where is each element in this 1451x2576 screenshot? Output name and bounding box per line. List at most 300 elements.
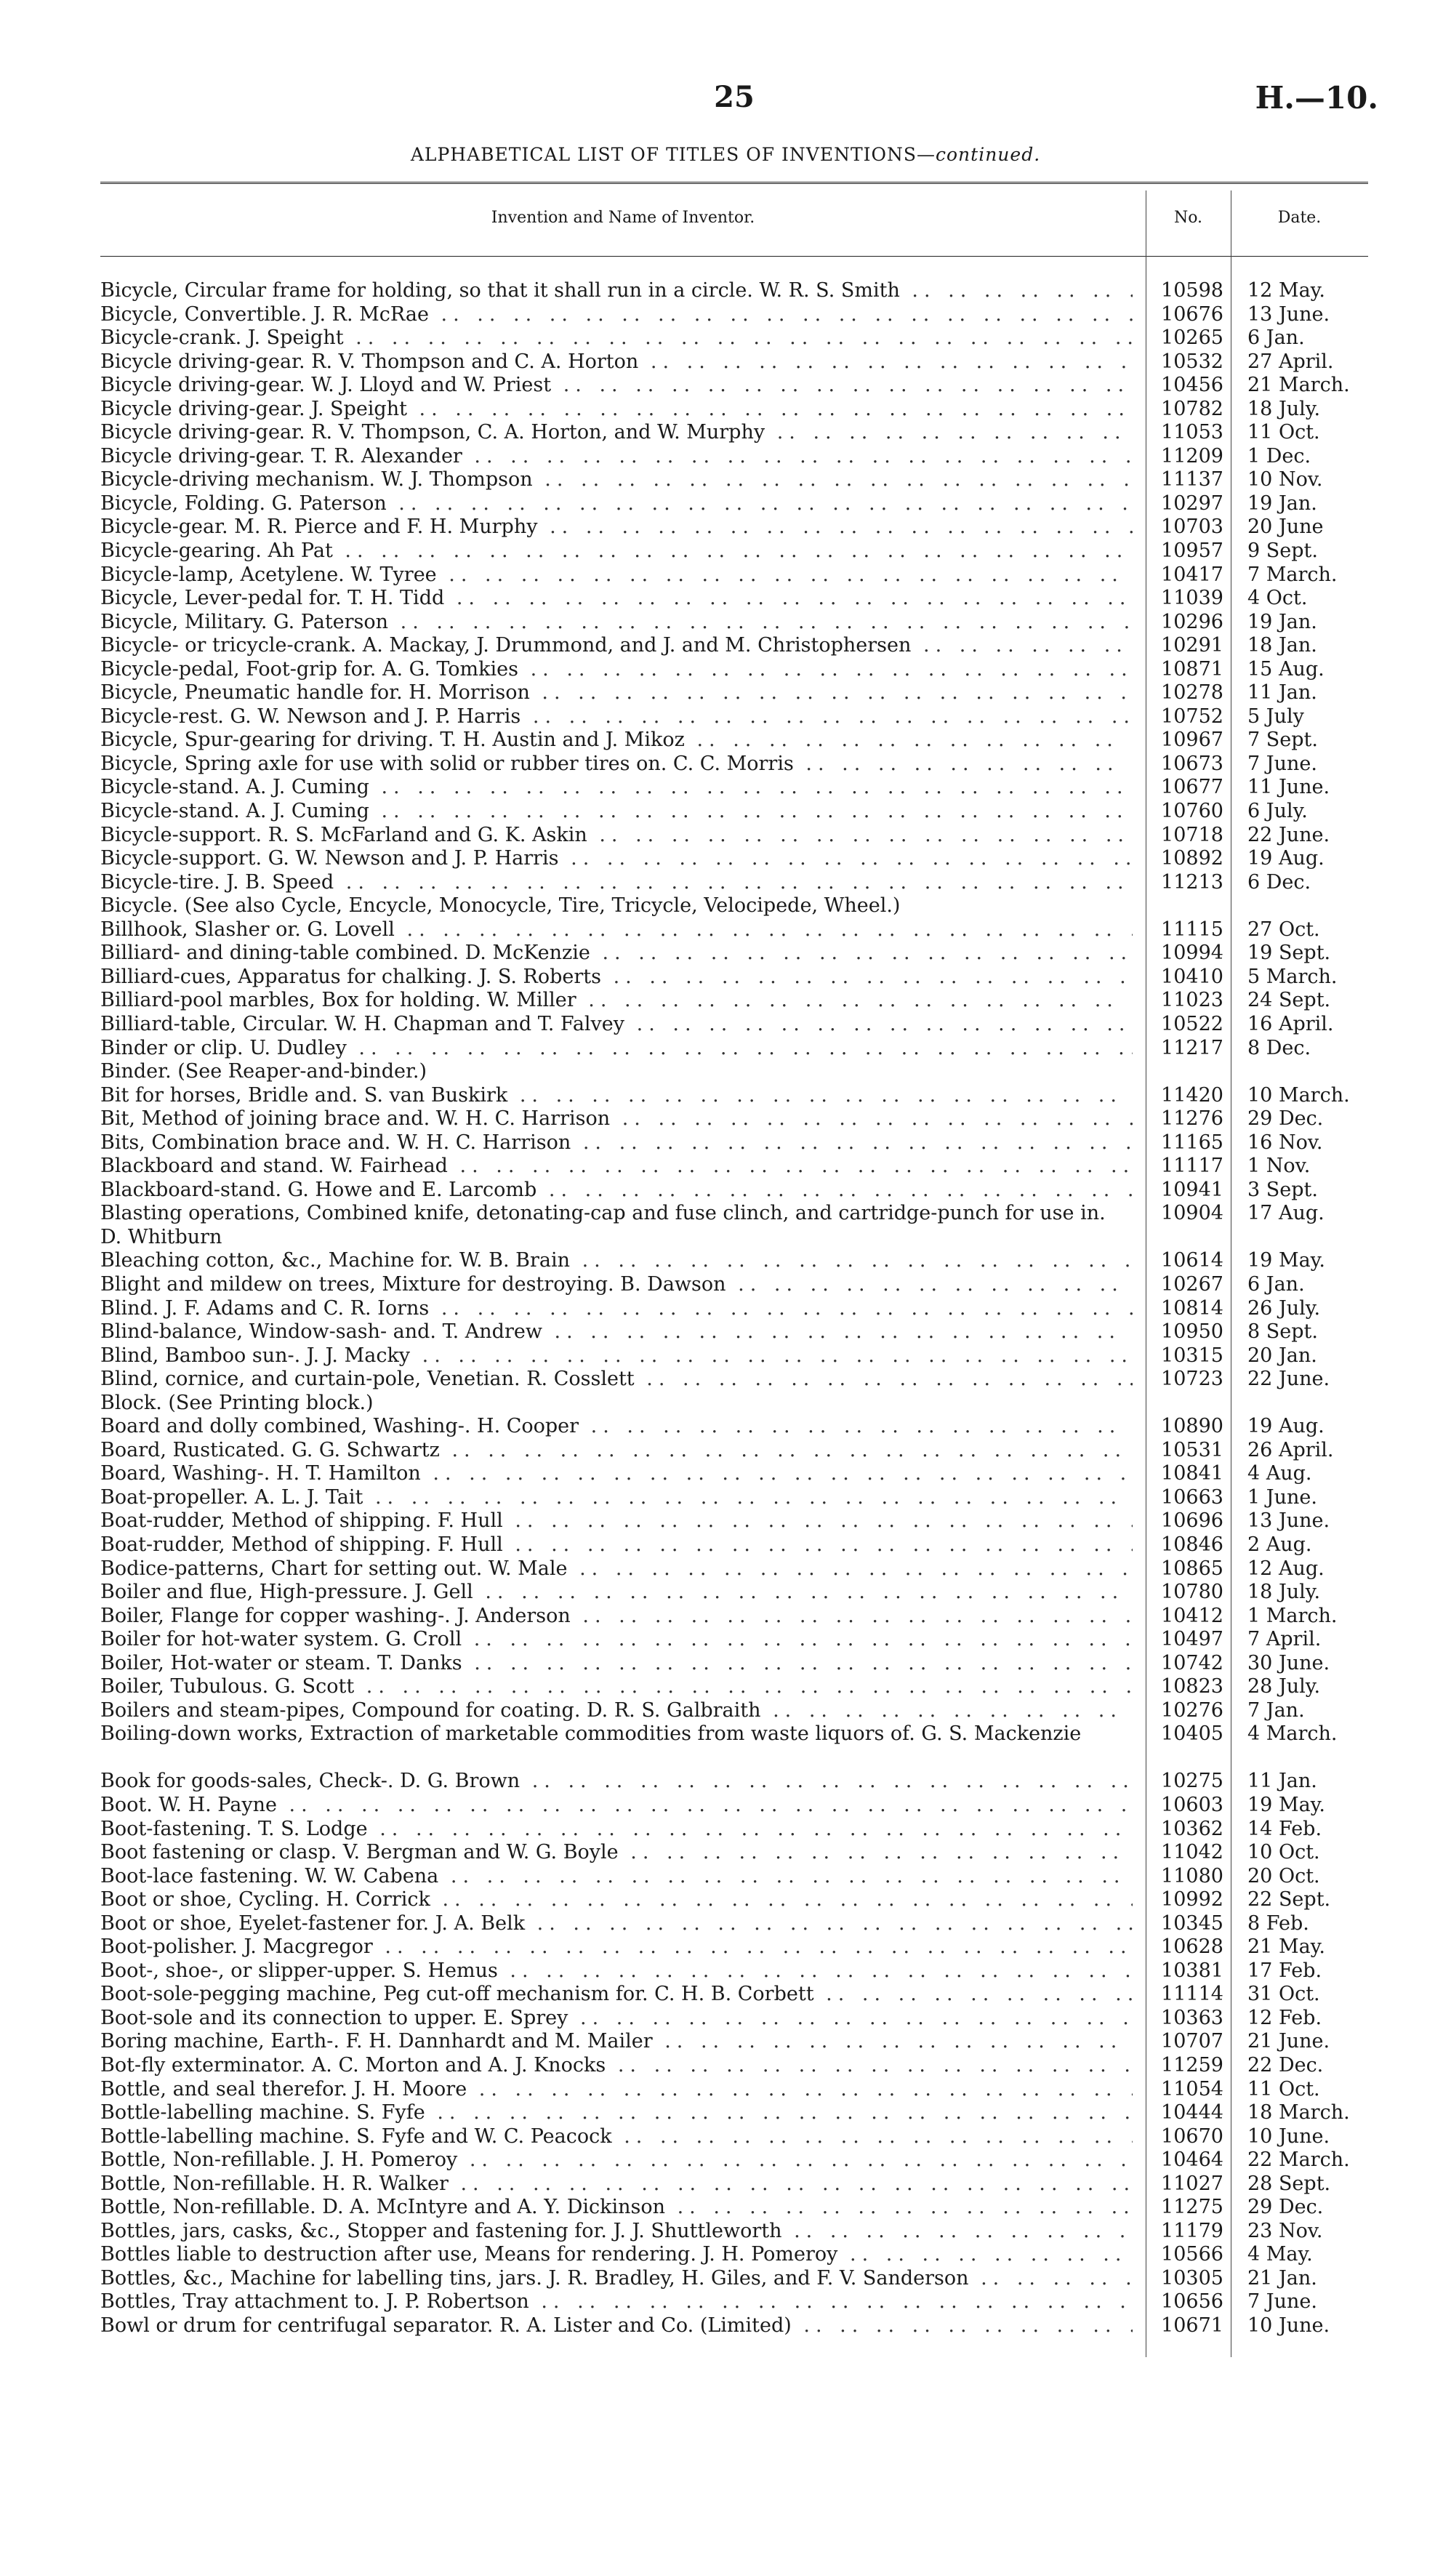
filing-date: 21 Jan.: [1247, 2266, 1317, 2290]
invention-title: Boot fastening or clasp. V. Bergman and W. G. Boyle .. ..: [100, 1841, 1133, 1865]
invention-title: Bicycle, Convertible. J. R. McRae .. ..: [100, 303, 1133, 327]
list-item: [100, 1794, 1368, 1818]
invention-title: Bicycle, Spur-gearing for driving. T. H. Austin and J. Mikoz .. ..: [100, 729, 1133, 753]
list-item: [100, 2007, 1368, 2031]
filing-date: 4 March.: [1247, 1722, 1338, 1746]
list-item: [100, 1888, 1368, 1912]
list-item: [100, 350, 1368, 374]
filing-date: 11 Jan.: [1247, 681, 1317, 705]
patent-number: 11209: [1161, 444, 1223, 468]
invention-title: Billiard-cues, Apparatus for chalking. J. S. Roberts .. ..: [100, 966, 1133, 990]
invention-title: Bicycle-support. R. S. McFarland and G. K. Askin .. ..: [100, 824, 1133, 848]
filing-date: 4 Aug.: [1247, 1462, 1312, 1485]
patent-number: 10265: [1161, 326, 1223, 350]
list-item: [100, 1675, 1368, 1699]
invention-title: Bicycle driving-gear. R. V. Thompson and C. A. Horton .. ..: [100, 350, 1133, 374]
list-item: [100, 421, 1368, 445]
filing-date: 10 Oct.: [1247, 1841, 1320, 1864]
invention-title: Bicycle, Folding. G. Paterson .. ..: [100, 492, 1133, 516]
list-item: [100, 2290, 1368, 2314]
list-item: [100, 563, 1368, 587]
filing-date: 19 May.: [1247, 1794, 1325, 1816]
patent-number: 11179: [1161, 2219, 1223, 2242]
invention-title: Bicycle driving-gear. J. Speight .. ..: [100, 398, 1133, 422]
invention-title: Boiler, Flange for copper washing-. J. Anderson .. ..: [100, 1605, 1133, 1629]
filing-date: 1 June.: [1247, 1485, 1317, 1509]
patent-number: 10296: [1161, 610, 1223, 633]
filing-date: 10 Nov.: [1247, 468, 1323, 491]
patent-number: 10464: [1161, 2148, 1223, 2172]
invention-title: Bicycle, Lever-pedal for. T. H. Tidd .. ..: [100, 587, 1133, 611]
filing-date: 21 June.: [1247, 2030, 1330, 2053]
list-item: [100, 1722, 1368, 1770]
invention-title: Boiling-down works, Extraction of marketable commodities from waste liquors of. G. S. Mackenzie: [100, 1722, 1082, 1746]
list-item: [100, 2196, 1368, 2220]
patent-number: 11117: [1161, 1155, 1223, 1178]
invention-title: Block. (See Printing block.): [100, 1391, 374, 1414]
patent-number: 10566: [1161, 2243, 1223, 2266]
patent-number: 11115: [1161, 918, 1223, 941]
list-item: [100, 1959, 1368, 1983]
filing-date: 22 Dec.: [1247, 2054, 1324, 2077]
filing-date: 7 Jan.: [1247, 1698, 1305, 1722]
filing-date: 16 April.: [1247, 1012, 1334, 1035]
inventions-list: [100, 279, 1368, 2338]
invention-title: Bottle, Non-refillable. H. R. Walker .. ..: [100, 2172, 1133, 2196]
patent-number: 10823: [1161, 1675, 1223, 1698]
patent-number: 11042: [1161, 1841, 1223, 1864]
list-item: [100, 1841, 1368, 1865]
patent-number: 11027: [1161, 2172, 1223, 2195]
filing-date: 21 May.: [1247, 1935, 1325, 1959]
patent-number: 10904: [1161, 1202, 1223, 1225]
filing-date: 24 Sept.: [1247, 989, 1331, 1012]
filing-date: 8 Sept.: [1247, 1320, 1318, 1344]
list-item: [100, 1628, 1368, 1652]
invention-title: Boot-polisher. J. Macgregor .. ..: [100, 1935, 1133, 1959]
patent-number: 10671: [1161, 2314, 1223, 2338]
invention-title: Bicycle-stand. A. J. Cuming .. ..: [100, 800, 1133, 824]
list-item: [100, 2220, 1368, 2244]
patent-number: 10412: [1161, 1604, 1223, 1627]
filing-date: 18 July.: [1247, 397, 1321, 420]
list-item: [100, 303, 1368, 327]
list-item: [100, 1818, 1368, 1842]
invention-title: Bottles, Tray attachment to. J. P. Robertson .. ..: [100, 2290, 1133, 2314]
list-item: [100, 1297, 1368, 1321]
invention-title: Boat-rudder, Method of shipping. F. Hull .. ..: [100, 1509, 1133, 1533]
invention-title: Boot-sole-pegging machine, Peg cut-off mechanism for. C. H. B. Corbett .. ..: [100, 1983, 1133, 2007]
filing-date: 12 Feb.: [1247, 2006, 1322, 2029]
patent-number: 10707: [1161, 2030, 1223, 2053]
patent-number: 10297: [1161, 491, 1223, 515]
invention-title: Boot-sole and its connection to upper. E. Sprey .. ..: [100, 2007, 1133, 2031]
page-title: [0, 144, 1451, 165]
patent-number: 10871: [1161, 657, 1223, 681]
list-item: [100, 705, 1368, 729]
list-item: [100, 1392, 1368, 1416]
list-item: [100, 374, 1368, 398]
list-item: [100, 539, 1368, 563]
patent-number: 11080: [1161, 1864, 1223, 1887]
list-item: [100, 1983, 1368, 2007]
list-item: [100, 634, 1368, 658]
filing-date: 29 Dec.: [1247, 1107, 1324, 1131]
list-item: [100, 611, 1368, 635]
filing-date: 6 Jan.: [1247, 326, 1305, 350]
list-item: [100, 279, 1368, 303]
header-rule: [100, 256, 1368, 257]
patent-number: 10362: [1161, 1817, 1223, 1840]
invention-title: Blind, Bamboo sun-. J. J. Macky .. ..: [100, 1344, 1133, 1368]
list-item: [100, 1770, 1368, 1794]
patent-number: 11165: [1161, 1131, 1223, 1154]
patent-number: 10315: [1161, 1344, 1223, 1367]
invention-title: Bicycle driving-gear. R. V. Thompson, C. A. Horton, and W. Murphy .. ..: [100, 421, 1133, 445]
list-item: [100, 1462, 1368, 1486]
filing-date: 20 Jan.: [1247, 1344, 1317, 1367]
invention-title: Bicycle-gear. M. R. Pierce and F. H. Murphy .. ..: [100, 515, 1133, 539]
invention-title: Boot or shoe, Eyelet-fastener for. J. A. Belk .. ..: [100, 1912, 1133, 1936]
invention-title: Bicycle-rest. G. W. Newson and J. P. Harris .. ..: [100, 705, 1133, 729]
filing-date: 22 Sept.: [1247, 1888, 1331, 1911]
list-item: [100, 587, 1368, 611]
list-item: [100, 800, 1368, 824]
list-item: [100, 1013, 1368, 1037]
title-continued: continued.: [936, 144, 1041, 165]
list-item: [100, 1605, 1368, 1629]
patent-number: 10967: [1161, 729, 1223, 752]
list-item: [100, 918, 1368, 942]
filing-date: 23 Nov.: [1247, 2219, 1323, 2242]
patent-number: 10670: [1161, 2124, 1223, 2148]
invention-title: Binder. (See Reaper-and-binder.): [100, 1060, 427, 1083]
list-item: [100, 1652, 1368, 1676]
invention-title: Boot-, shoe-, or slipper-upper. S. Hemus .. ..: [100, 1959, 1133, 1983]
patent-number: 10267: [1161, 1272, 1223, 1296]
patent-number: 10892: [1161, 847, 1223, 870]
list-item: [100, 1509, 1368, 1533]
patent-number: 10780: [1161, 1581, 1223, 1604]
invention-title: Bicycle-crank. J. Speight .. ..: [100, 326, 1133, 350]
filing-date: 19 May.: [1247, 1249, 1325, 1272]
patent-number: 10363: [1161, 2006, 1223, 2029]
patent-number: 10950: [1161, 1320, 1223, 1344]
invention-title: Bottle-labelling machine. S. Fyfe .. ..: [100, 2101, 1133, 2125]
filing-date: 16 Nov.: [1247, 1131, 1323, 1154]
patent-number: 10444: [1161, 2101, 1223, 2124]
list-item: [100, 1320, 1368, 1344]
patent-number: 10291: [1161, 634, 1223, 657]
filing-date: 14 Feb.: [1247, 1817, 1322, 1840]
patent-number: 10723: [1161, 1368, 1223, 1391]
document-reference: H.—10.: [1255, 80, 1378, 116]
list-item: [100, 847, 1368, 871]
list-item: [100, 2267, 1368, 2291]
patent-number: 10742: [1161, 1651, 1223, 1674]
filing-date: 18 July.: [1247, 1581, 1321, 1604]
invention-title: Bicycle-support. G. W. Newson and J. P. Harris .. ..: [100, 847, 1133, 871]
filing-date: 6 Dec.: [1247, 870, 1311, 894]
list-item: [100, 729, 1368, 753]
patent-number: 11276: [1161, 1107, 1223, 1131]
invention-title: Blasting operations, Combined knife, detonating-cap and fuse clinch, and cartridge-punch for use in. D. Whitburn: [100, 1202, 1106, 1248]
invention-title: Boot. W. H. Payne .. ..: [100, 1794, 1133, 1818]
patent-number: 10676: [1161, 302, 1223, 326]
filing-date: 6 Jan.: [1247, 1272, 1305, 1296]
patent-number: 10718: [1161, 823, 1223, 846]
invention-title: Bits, Combination brace and. W. H. C. Harrison .. ..: [100, 1131, 1133, 1155]
filing-date: 1 Nov.: [1247, 1155, 1311, 1178]
filing-date: 22 June.: [1247, 823, 1330, 846]
invention-title: Boot-lace fastening. W. W. Cabena .. ..: [100, 1865, 1133, 1889]
list-item: [100, 1084, 1368, 1108]
patent-number: 11217: [1161, 1036, 1223, 1059]
patent-number: 11137: [1161, 468, 1223, 491]
filing-date: 27 April.: [1247, 350, 1334, 373]
invention-title: Billiard-table, Circular. W. H. Chapman and T. Falvey .. ..: [100, 1013, 1133, 1037]
invention-title: Bicycle driving-gear. T. R. Alexander .. ..: [100, 445, 1133, 469]
list-item: [100, 753, 1368, 777]
filing-date: 21 March.: [1247, 374, 1350, 397]
list-item: [100, 1368, 1368, 1392]
list-item: [100, 1155, 1368, 1179]
invention-title: Bicycle-stand. A. J. Cuming .. ..: [100, 776, 1133, 800]
invention-title: Bottle, Non-refillable. J. H. Pomeroy .. ..: [100, 2148, 1133, 2172]
invention-title: Bicycle, Pneumatic handle for. H. Morrison .. ..: [100, 681, 1133, 705]
list-item: [100, 1060, 1368, 1084]
filing-date: 20 June: [1247, 515, 1324, 539]
filing-date: 3 Sept.: [1247, 1178, 1318, 1201]
column-header-date: Date.: [1277, 209, 1322, 227]
list-item: [100, 2101, 1368, 2125]
filing-date: 5 March.: [1247, 965, 1338, 988]
invention-title: Bleaching cotton, &c., Machine for. W. B. Brain .. ..: [100, 1249, 1133, 1273]
list-item: [100, 1699, 1368, 1723]
list-item: [100, 1037, 1368, 1061]
patent-number: 10703: [1161, 515, 1223, 539]
filing-date: 2 Aug.: [1247, 1533, 1312, 1556]
filing-date: 17 Feb.: [1247, 1959, 1322, 1982]
patent-number: 11259: [1161, 2054, 1223, 2077]
patent-number: 10814: [1161, 1296, 1223, 1320]
filing-date: 22 March.: [1247, 2148, 1350, 2172]
invention-title: Blind, cornice, and curtain-pole, Venetian. R. Cosslett .. ..: [100, 1368, 1133, 1392]
patent-number: 10841: [1161, 1462, 1223, 1485]
filing-date: 18 March.: [1247, 2101, 1350, 2124]
filing-date: 31 Oct.: [1247, 1983, 1320, 2006]
filing-date: 22 June.: [1247, 1368, 1330, 1391]
invention-title: Boiler, Tubulous. G. Scott .. ..: [100, 1675, 1133, 1699]
invention-title: Bit for horses, Bridle and. S. van Buskirk .. ..: [100, 1084, 1133, 1108]
list-item: [100, 824, 1368, 848]
patent-number: 10663: [1161, 1485, 1223, 1509]
invention-title: Boat-rudder, Method of shipping. F. Hull .. ..: [100, 1533, 1133, 1557]
filing-date: 15 Aug.: [1247, 657, 1325, 681]
filing-date: 5 July: [1247, 705, 1304, 728]
list-item: [100, 1581, 1368, 1605]
patent-number: 10890: [1161, 1415, 1223, 1438]
invention-title: Bottles, jars, casks, &c., Stopper and fastening for. J. J. Shuttleworth .. ..: [100, 2220, 1133, 2244]
list-item: [100, 1107, 1368, 1131]
list-item: [100, 445, 1368, 469]
patent-number: 10522: [1161, 1012, 1223, 1035]
patent-number: 11039: [1161, 587, 1223, 610]
patent-number: 10305: [1161, 2266, 1223, 2290]
filing-date: 28 Sept.: [1247, 2172, 1331, 2195]
patent-number: 10673: [1161, 752, 1223, 775]
invention-title: Boot-fastening. T. S. Lodge .. ..: [100, 1818, 1133, 1842]
list-item: [100, 989, 1368, 1013]
patent-number: 10381: [1161, 1959, 1223, 1982]
filing-date: 12 May.: [1247, 279, 1325, 302]
filing-date: 19 Jan.: [1247, 491, 1317, 515]
filing-date: 20 Oct.: [1247, 1864, 1320, 1887]
column-header-invention: Invention and Name of Inventor.: [491, 209, 755, 227]
list-item: [100, 1439, 1368, 1463]
invention-title: Billiard- and dining-table combined. D. McKenzie .. ..: [100, 942, 1133, 966]
list-item: [100, 1202, 1368, 1249]
list-item: [100, 871, 1368, 895]
list-item: [100, 2243, 1368, 2267]
patent-number: 10456: [1161, 374, 1223, 397]
filing-date: 11 Jan.: [1247, 1770, 1317, 1793]
invention-title: Bicycle- or tricycle-crank. A. Mackay, J. Drummond, and J. and M. Christophersen .. ..: [100, 634, 1133, 658]
list-item: [100, 2125, 1368, 2149]
patent-number: 11275: [1161, 2196, 1223, 2219]
filing-date: 4 Oct.: [1247, 587, 1308, 610]
list-item: [100, 1912, 1368, 1936]
invention-title: Boiler and flue, High-pressure. J. Gell .. ..: [100, 1581, 1133, 1605]
filing-date: 7 March.: [1247, 563, 1338, 586]
invention-title: Bicycle-gearing. Ah Pat .. ..: [100, 539, 1133, 563]
invention-title: Board, Rusticated. G. G. Schwartz .. ..: [100, 1439, 1133, 1463]
patent-number: 11023: [1161, 989, 1223, 1012]
invention-title: Bit, Method of joining brace and. W. H. C. Harrison .. ..: [100, 1107, 1133, 1131]
list-item: [100, 1935, 1368, 1959]
title-main: ALPHABETICAL LIST OF TITLES OF INVENTIONS—: [410, 144, 936, 165]
patent-number: 10417: [1161, 563, 1223, 586]
filing-date: 18 Jan.: [1247, 634, 1317, 657]
patent-number: 10782: [1161, 397, 1223, 420]
filing-date: 9 Sept.: [1247, 539, 1318, 563]
list-item: [100, 2054, 1368, 2078]
invention-title: Bot-fly exterminator. A. C. Morton and A. J. Knocks .. ..: [100, 2054, 1133, 2078]
list-item: [100, 1131, 1368, 1155]
invention-title: Blackboard and stand. W. Fairhead .. ..: [100, 1155, 1133, 1179]
filing-date: 26 July.: [1247, 1296, 1321, 1320]
patent-number: 10598: [1161, 279, 1223, 302]
invention-title: Blackboard-stand. G. Howe and E. Larcomb .. ..: [100, 1179, 1133, 1203]
patent-number: 10992: [1161, 1888, 1223, 1911]
filing-date: 10 June.: [1247, 2124, 1330, 2148]
patent-number: 10656: [1161, 2290, 1223, 2314]
filing-date: 28 July.: [1247, 1675, 1321, 1698]
filing-date: 8 Feb.: [1247, 1911, 1309, 1935]
list-item: [100, 2030, 1368, 2054]
list-item: [100, 1273, 1368, 1297]
invention-title: Bicycle, Circular frame for holding, so that it shall run in a circle. W. R. S. Smith .. ..: [100, 279, 1133, 303]
patent-number: 10941: [1161, 1178, 1223, 1201]
patent-number: 10846: [1161, 1533, 1223, 1556]
filing-date: 13 June.: [1247, 1509, 1330, 1533]
invention-title: Board, Washing-. H. T. Hamilton .. ..: [100, 1462, 1133, 1486]
list-item: [100, 1344, 1368, 1368]
invention-title: Bicycle. (See also Cycle, Encycle, Monocycle, Tire, Tricycle, Velocipede, Wheel.): [100, 894, 901, 918]
filing-date: 19 Sept.: [1247, 942, 1331, 965]
invention-title: Bottles liable to destruction after use, Means for rendering. J. H. Pomeroy .. ..: [100, 2243, 1133, 2267]
filing-date: 4 May.: [1247, 2243, 1313, 2266]
filing-date: 19 Aug.: [1247, 1415, 1325, 1438]
invention-title: Boring machine, Earth-. F. H. Dannhardt and M. Mailer .. ..: [100, 2030, 1133, 2054]
patent-number: 10405: [1161, 1722, 1223, 1746]
filing-date: 7 June.: [1247, 2290, 1317, 2314]
patent-number: 10345: [1161, 1911, 1223, 1935]
patent-number: 10275: [1161, 1770, 1223, 1793]
invention-title: Bicycle-pedal, Foot-grip for. A. G. Tomkies .. ..: [100, 658, 1133, 682]
invention-title: Bicycle, Military. G. Paterson .. ..: [100, 611, 1133, 635]
invention-title: Bottle, Non-refillable. D. A. McIntyre and A. Y. Dickinson .. ..: [100, 2196, 1133, 2220]
patent-number: 11053: [1161, 421, 1223, 444]
patent-number: 10957: [1161, 539, 1223, 563]
filing-date: 19 Aug.: [1247, 847, 1325, 870]
patent-number: 10677: [1161, 776, 1223, 799]
list-item: [100, 326, 1368, 350]
list-item: [100, 2148, 1368, 2172]
patent-number: 10994: [1161, 942, 1223, 965]
invention-title: Bowl or drum for centrifugal separator. R. A. Lister and Co. (Limited) .. ..: [100, 2314, 1133, 2338]
list-item: [100, 1415, 1368, 1439]
list-item: [100, 2314, 1368, 2338]
filing-date: 1 March.: [1247, 1604, 1338, 1627]
invention-title: Bodice-patterns, Chart for setting out. W. Male .. ..: [100, 1557, 1133, 1581]
patent-number: 10696: [1161, 1509, 1223, 1533]
filing-date: 8 Dec.: [1247, 1036, 1311, 1059]
invention-title: Blind-balance, Window-sash- and. T. Andrew .. ..: [100, 1320, 1133, 1344]
list-item: [100, 2172, 1368, 2196]
list-item: [100, 966, 1368, 990]
invention-title: Boiler for hot-water system. G. Croll .. ..: [100, 1628, 1133, 1652]
patent-number: 10628: [1161, 1935, 1223, 1959]
invention-title: Billhook, Slasher or. G. Lovell .. ..: [100, 918, 1133, 942]
invention-title: Bicycle, Spring axle for use with solid or rubber tires on. C. C. Morris .. ..: [100, 753, 1133, 777]
invention-title: Blind. J. F. Adams and C. R. Iorns .. ..: [100, 1297, 1133, 1321]
filing-date: 27 Oct.: [1247, 918, 1320, 941]
patent-number: 10614: [1161, 1249, 1223, 1272]
invention-title: Bicycle-tire. J. B. Speed .. ..: [100, 871, 1133, 895]
list-item: [100, 398, 1368, 422]
filing-date: 6 July.: [1247, 800, 1308, 823]
list-item: [100, 1557, 1368, 1581]
patent-number: 10276: [1161, 1698, 1223, 1722]
filing-date: 17 Aug.: [1247, 1202, 1325, 1225]
filing-date: 19 Jan.: [1247, 610, 1317, 633]
invention-title: Blight and mildew on trees, Mixture for destroying. B. Dawson .. ..: [100, 1273, 1133, 1297]
patent-number: 11114: [1161, 1983, 1223, 2006]
invention-title: Bottle, and seal therefor. J. H. Moore .. ..: [100, 2078, 1133, 2102]
filing-date: 30 June.: [1247, 1651, 1330, 1674]
column-header-number: No.: [1173, 209, 1203, 227]
list-item: [100, 2078, 1368, 2102]
invention-title: Boat-propeller. A. L. J. Tait .. ..: [100, 1486, 1133, 1510]
invention-title: Board and dolly combined, Washing-. H. Cooper .. ..: [100, 1415, 1133, 1439]
filing-date: 10 June.: [1247, 2314, 1330, 2338]
invention-title: Bicycle driving-gear. W. J. Lloyd and W. Priest .. ..: [100, 374, 1133, 398]
invention-title: Bicycle-lamp, Acetylene. W. Tyree .. ..: [100, 563, 1133, 587]
filing-date: 7 June.: [1247, 752, 1317, 775]
list-item: [100, 942, 1368, 966]
list-item: [100, 515, 1368, 539]
